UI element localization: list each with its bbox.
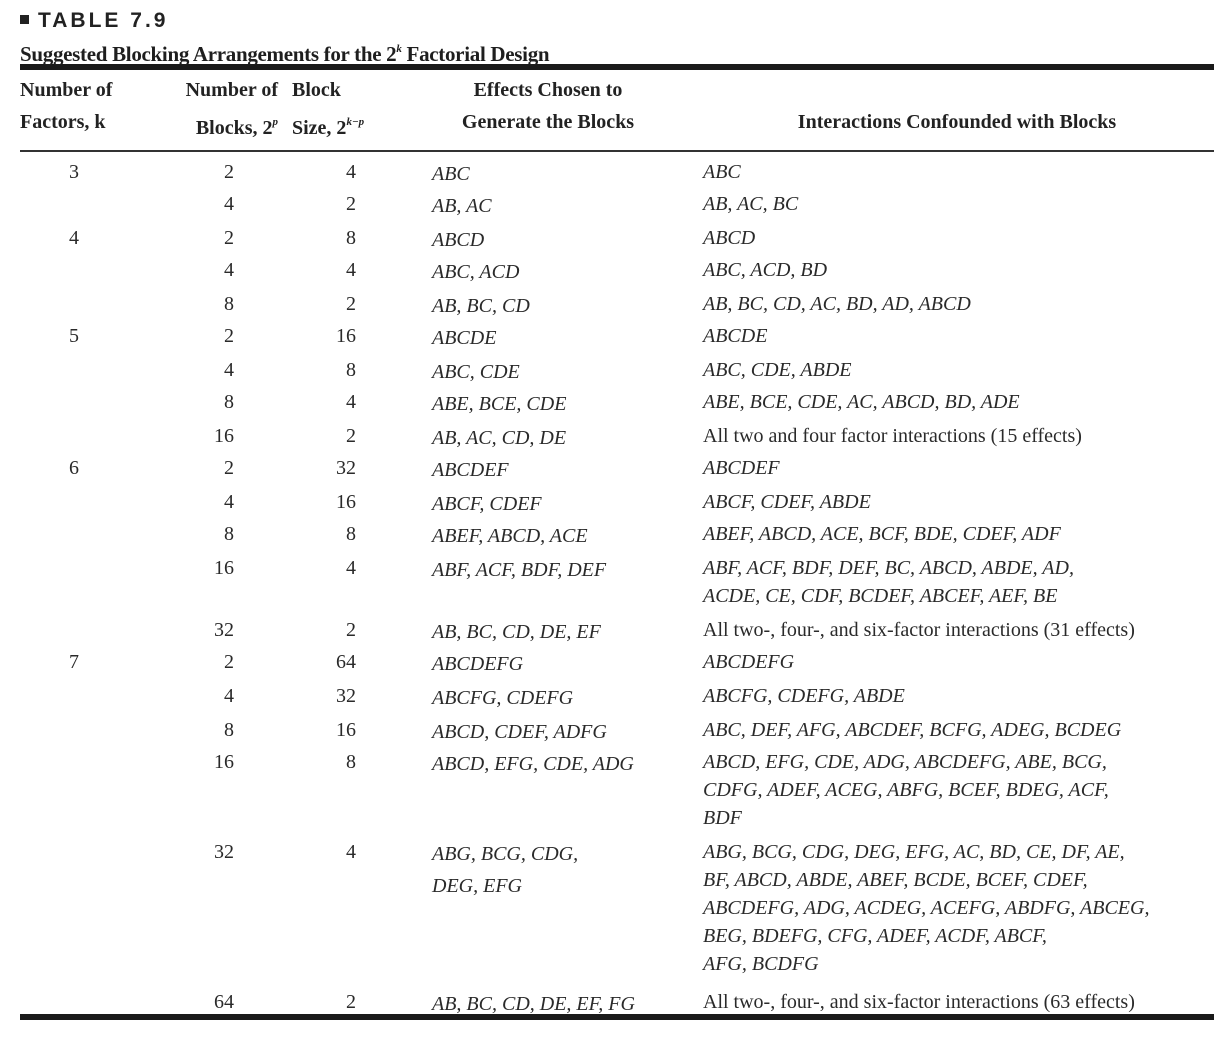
cell-effects	[432, 682, 694, 714]
cell-block-size: 8	[346, 751, 356, 773]
interactions-line: ABCF, CDEF, ABDE	[703, 491, 871, 513]
cell-interactions	[703, 388, 1214, 416]
cell-interactions	[703, 682, 1214, 710]
cell-interactions	[703, 422, 1214, 450]
cell-block-size: 8	[346, 227, 356, 249]
cell-block-size: 16	[336, 719, 356, 741]
interactions-line: All two-, four-, and six-factor interactions (63 effects)	[703, 991, 1135, 1013]
effects-line: AB, BC, CD, DE, EF, FG	[432, 993, 635, 1015]
cell-blocks: 32	[214, 841, 234, 863]
cell-effects	[432, 256, 694, 288]
cell-effects	[432, 290, 694, 322]
cell-effects	[432, 748, 694, 780]
interactions-line: ABCDEF	[703, 457, 780, 479]
cell-effects	[432, 616, 694, 648]
cell-interactions	[703, 838, 1214, 978]
cell-interactions	[703, 554, 1214, 610]
interactions-line: BF, ABCD, ABDE, ABEF, BCDE, BCEF, CDEF,	[703, 869, 1088, 891]
interactions-line: BEG, BDEFG, CFG, ADEF, ACDF, ABCF,	[703, 925, 1047, 947]
cell-factors: 5	[69, 325, 79, 347]
cell-interactions	[703, 356, 1214, 384]
cell-effects	[432, 838, 694, 902]
cell-factors: 7	[69, 651, 79, 673]
effects-line: ABF, ACF, BDF, DEF	[432, 559, 607, 581]
effects-line: AB, AC	[432, 195, 492, 217]
cell-interactions	[703, 454, 1214, 482]
cell-block-size: 64	[336, 651, 356, 673]
cell-interactions	[703, 716, 1214, 744]
cell-effects	[432, 356, 694, 388]
cell-effects	[432, 988, 694, 1020]
cell-effects	[432, 648, 694, 680]
effects-line: ABCD	[432, 229, 485, 251]
cell-interactions	[703, 290, 1214, 318]
effects-line: ABC, ACD	[432, 261, 520, 283]
cell-block-size: 4	[346, 259, 356, 281]
table-title: Suggested Blocking Arrangements for the 2$^k$ Factorial Design	[20, 42, 550, 66]
cell-interactions	[703, 648, 1214, 676]
header-effects-chosen: Effects Chosen to Generate the Blocks	[461, 79, 635, 133]
cell-block-size: 32	[336, 685, 356, 707]
cell-factors: 6	[69, 457, 79, 479]
cell-block-size: 2	[346, 293, 356, 315]
effects-line: ABE, BCE, CDE	[432, 393, 567, 415]
interactions-line: AFG, BCDFG	[703, 953, 819, 975]
cell-interactions	[703, 520, 1214, 548]
cell-blocks: 8	[224, 719, 234, 741]
cell-blocks: 2	[224, 457, 234, 479]
table-body	[20, 152, 1214, 1014]
cell-effects	[432, 388, 694, 420]
header-number-of-blocks: Number of Blocks, 2$^p$	[185, 79, 278, 139]
cell-interactions	[703, 988, 1214, 1016]
header-factors-line2: Factors, k	[20, 111, 106, 133]
cell-effects	[432, 190, 694, 222]
cell-interactions	[703, 322, 1214, 350]
cell-effects	[432, 716, 694, 748]
interactions-line: ABE, BCE, CDE, AC, ABCD, BD, ADE	[703, 391, 1020, 413]
header-block-size: Block Size, $2^{k-p}$	[292, 79, 365, 139]
cell-block-size: 4	[346, 557, 356, 579]
interactions-line: All two-, four-, and six-factor interactions (31 effects)	[703, 619, 1135, 641]
cell-effects	[432, 488, 694, 520]
cell-factors: 3	[69, 161, 79, 183]
cell-block-size: 2	[346, 425, 356, 447]
header-interactions-confounded: Interactions Confounded with Blocks	[797, 111, 1117, 133]
cell-blocks: 64	[214, 991, 234, 1013]
effects-line: ABCFG, CDEFG	[432, 687, 574, 709]
interactions-line: ABCD, EFG, CDE, ADG, ABCDEFG, ABE, BCG,	[703, 751, 1107, 773]
cell-blocks: 4	[224, 359, 234, 381]
interactions-line: All two and four factor interactions (15 effects)	[703, 425, 1082, 447]
effects-line: ABG, BCG, CDG,	[432, 843, 579, 865]
interactions-line: ABEF, ABCD, ACE, BCF, BDE, CDEF, ADF	[703, 523, 1061, 545]
interactions-line: ABC	[703, 161, 741, 183]
cell-block-size: 2	[346, 991, 356, 1013]
cell-interactions	[703, 748, 1214, 832]
interactions-line: ABCD	[703, 227, 756, 249]
cell-block-size: 2	[346, 193, 356, 215]
cell-effects	[432, 520, 694, 552]
cell-effects	[432, 322, 694, 354]
cell-blocks: 16	[214, 557, 234, 579]
table-label	[20, 8, 1214, 34]
interactions-line: ABCDEFG	[703, 651, 795, 673]
cell-interactions	[703, 224, 1214, 252]
effects-line: ABCDEF	[432, 459, 509, 481]
cell-blocks: 8	[224, 523, 234, 545]
square-bullet-icon	[20, 15, 29, 24]
interactions-line: ABF, ACF, BDF, DEF, BC, ABCD, ABDE, AD,	[703, 557, 1074, 579]
cell-blocks: 4	[224, 259, 234, 281]
cell-effects	[432, 454, 694, 486]
effects-line: ABCDE	[432, 327, 497, 349]
effects-line: AB, AC, CD, DE	[432, 427, 567, 449]
cell-effects	[432, 158, 694, 190]
cell-block-size: 32	[336, 457, 356, 479]
cell-block-size: 4	[346, 161, 356, 183]
cell-blocks: 2	[224, 651, 234, 673]
cell-effects	[432, 422, 694, 454]
interactions-line: BDF	[703, 807, 742, 829]
cell-factors: 4	[69, 227, 79, 249]
cell-block-size: 4	[346, 841, 356, 863]
interactions-line: ABC, ACD, BD	[703, 259, 828, 281]
interactions-line: ABCDE	[703, 325, 768, 347]
interactions-line: ABC, DEF, AFG, ABCDEF, BCFG, ADEG, BCDEG	[703, 719, 1122, 741]
effects-line: ABEF, ABCD, ACE	[432, 525, 588, 547]
effects-line: AB, BC, CD	[432, 295, 530, 317]
cell-block-size: 2	[346, 619, 356, 641]
cell-interactions	[703, 488, 1214, 516]
effects-line: ABCDEFG	[432, 653, 524, 675]
cell-block-size: 8	[346, 359, 356, 381]
interactions-line: ACDE, CE, CDF, BCDEF, ABCEF, AEF, BE	[703, 585, 1058, 607]
cell-blocks: 16	[214, 751, 234, 773]
cell-interactions	[703, 616, 1214, 644]
table-label-text: TABLE 7.9	[38, 9, 169, 32]
effects-line: ABCD, EFG, CDE, ADG	[432, 753, 634, 775]
effects-line: ABCD, CDEF, ADFG	[432, 721, 607, 743]
table-header	[20, 70, 1214, 150]
cell-blocks: 32	[214, 619, 234, 641]
interactions-line: ABCFG, CDEFG, ABDE	[703, 685, 905, 707]
cell-blocks: 2	[224, 227, 234, 249]
effects-line: ABCF, CDEF	[432, 493, 542, 515]
interactions-line: ABCDEFG, ADG, ACDEG, ACEFG, ABDFG, ABCEG,	[703, 897, 1150, 919]
cell-effects	[432, 554, 694, 586]
cell-blocks: 4	[224, 491, 234, 513]
cell-block-size: 8	[346, 523, 356, 545]
cell-block-size: 4	[346, 391, 356, 413]
header-number-of-factors: Number of Factors, k	[20, 74, 150, 138]
effects-line: AB, BC, CD, DE, EF	[432, 621, 601, 643]
interactions-line: AB, AC, BC	[703, 193, 799, 215]
cell-blocks: 8	[224, 293, 234, 315]
cell-blocks: 16	[214, 425, 234, 447]
interactions-line: CDFG, ADEF, ACEG, ABFG, BCEF, BDEG, ACF,	[703, 779, 1109, 801]
cell-blocks: 2	[224, 325, 234, 347]
table-container	[20, 8, 1214, 1020]
cell-interactions	[703, 256, 1214, 284]
interactions-line: AB, BC, CD, AC, BD, AD, ABCD	[703, 293, 971, 315]
cell-blocks: 4	[224, 685, 234, 707]
cell-blocks: 2	[224, 161, 234, 183]
effects-line: DEG, EFG	[432, 875, 522, 897]
effects-line: ABC	[432, 163, 470, 185]
cell-interactions	[703, 158, 1214, 186]
cell-block-size: 16	[336, 325, 356, 347]
cell-blocks: 8	[224, 391, 234, 413]
interactions-line: ABG, BCG, CDG, DEG, EFG, AC, BD, CE, DF, AE,	[703, 841, 1125, 863]
interactions-line: ABC, CDE, ABDE	[703, 359, 852, 381]
cell-blocks: 4	[224, 193, 234, 215]
cell-block-size: 16	[336, 491, 356, 513]
effects-line: ABC, CDE	[432, 361, 520, 383]
cell-effects	[432, 224, 694, 256]
cell-interactions	[703, 190, 1214, 218]
